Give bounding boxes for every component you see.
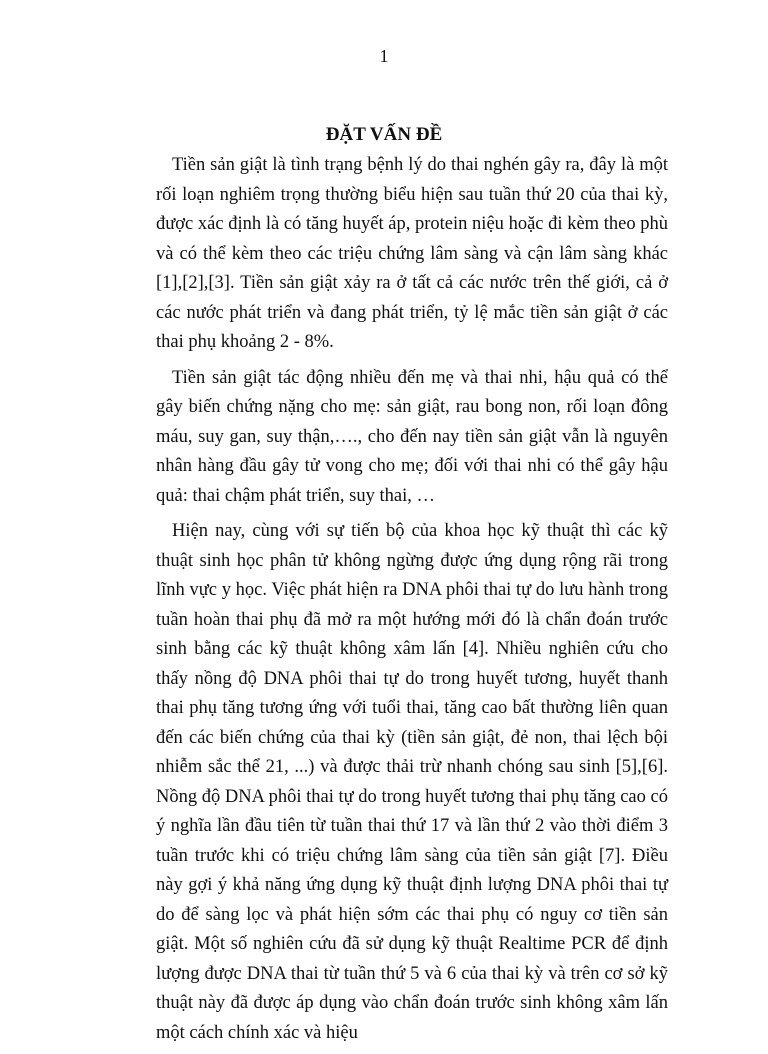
body-text [156,151,668,1054]
section-heading: ĐẶT VẤN ĐỀ [325,124,443,145]
paragraph: Tiền sản giật là tình trạng bệnh lý do thai nghén gây ra, đây là một rối loạn nghiêm trọng thường biểu hiện sau tuần thứ 20 của thai kỳ, được xác định là có tăng huyết áp, protein niệu hoặc đi kèm theo phù và có thể kèm theo các triệu chứng lâm sàng và cận lâm sàng khác [1],[2],[3]. Tiền sản giật xảy ra ở tất cả các nước trên thế giới, cả ở các nước phát triển và đang phát triển, tỷ lệ mắc tiền sản giật ở các thai phụ khoảng 2 - 8%. [156,155,668,352]
paragraph: Tiền sản giật tác động nhiều đến mẹ và thai nhi, hậu quả có thể gây biến chứng nặng cho mẹ: sản giật, rau bong non, rối loạn đông máu, suy gan, suy thận,…., cho đến nay tiền sản giật vẫn là nguyên nhân hàng đầu gây tử vong cho mẹ; đối với thai nhi có thể gây hậu quả: thai chậm phát triển, suy thai, … [156,367,668,506]
page-number: 1 [379,46,389,66]
paragraph: Hiện nay, cùng với sự tiến bộ của khoa học kỹ thuật thì các kỹ thuật sinh học phân tử không ngừng được ứng dụng rộng rãi trong lĩnh vực y học. Việc phát hiện ra DNA phôi thai tự do lưu hành trong tuần hoàn thai phụ đã mở ra một hướng mới đó là chẩn đoán trước sinh bằng các kỹ thuật không xâm lấn [4]. Nhiều nghiên cứu cho thấy nồng độ DNA phôi thai tự do trong huyết tương, huyết thanh thai phụ tăng tương ứng với tuổi thai, tăng cao bất thường liên quan đến các biến chứng của thai kỳ (tiền sản giật, đẻ non, thai lệch bội nhiễm sắc thể 21, ...) và được thải trừ nhanh chóng sau sinh [5],[6]. Nồng độ DNA phôi thai tự do trong huyết tương thai phụ tăng cao có ý nghĩa lần đầu tiên từ tuần thai thứ 17 và lần thứ 2 vào thời điểm 3 tuần trước khi có triệu chứng lâm sàng của tiền sản giật [7]. Điều này gợi ý khả năng ứng dụng kỹ thuật định lượng DNA phôi thai tự do để sàng lọc và phát hiện sớm các thai phụ có nguy cơ tiền sản giật. Một số nghiên cứu đã sử dụng kỹ thuật Realtime PCR để định lượng được DNA thai từ tuần thứ 5 và 6 của thai kỳ và trên cơ sở kỹ thuật này đã được áp dụng vào chẩn đoán trước sinh không xâm lấn một cách chính xác và hiệu [156,521,668,1043]
